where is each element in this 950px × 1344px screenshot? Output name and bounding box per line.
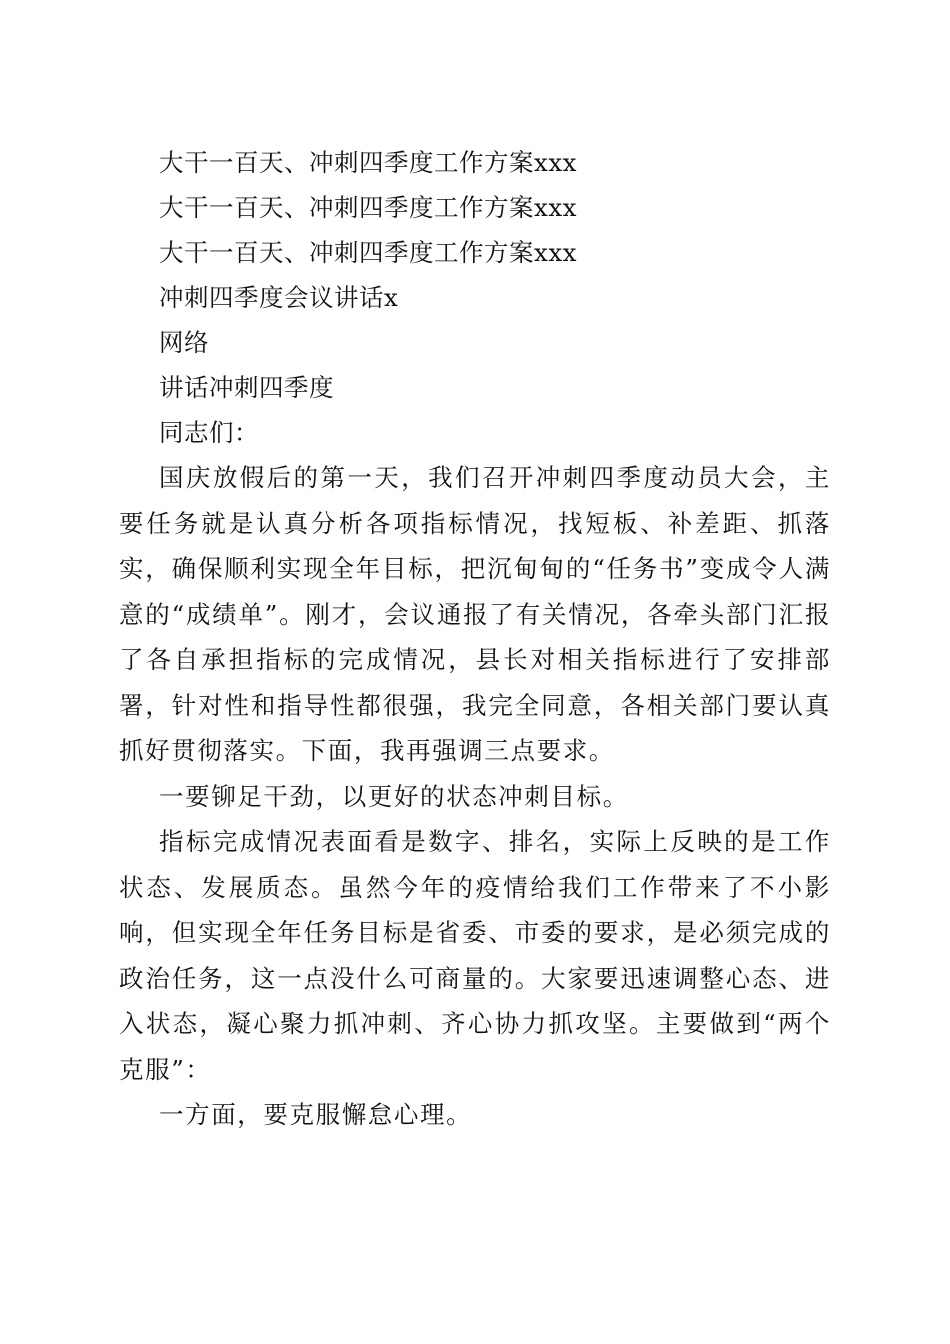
title-line-2: 大干一百天、冲刺四季度工作方案xxx	[159, 193, 577, 222]
paragraph-heading-1: 一要铆足干劲，以更好的状态冲刺目标。	[159, 781, 629, 811]
paragraph-body-1: 指标完成情况表面看是数字、排名，实际上反映的是工作状态、发展质态。虽然今年的疫情给我们工作带来了不小影响，但实现全年任务目标是省委、市委的要求，是必须完成的政治任务，这一点没什么可商量的。大家要迅速调整心态、进入状态，凝心聚力抓冲刺、齐心协力抓攻坚。主要做到“两个克服”：	[119, 827, 831, 1084]
title-line-1: 大干一百天、冲刺四季度工作方案xxx	[159, 148, 577, 177]
paragraph-intro: 国庆放假后的第一天，我们召开冲刺四季度动员大会，主要任务就是认真分析各项指标情况，找短板、补差距、抓落实，确保顺利实现全年目标，把沉甸甸的“任务书”变成令人满意的“成绩单”。刚才，会议通报了有关情况，各牵头部门汇报了各自承担指标的完成情况，县长对相关指标进行了安排部署，针对性和指导性都很强，我完全同意，各相关部门要认真抓好贯彻落实。下面，我再强调三点要求。	[119, 463, 831, 765]
document-body	[119, 140, 831, 1138]
salutation: 同志们：	[159, 418, 259, 447]
title-line-3: 大干一百天、冲刺四季度工作方案xxx	[159, 238, 577, 267]
subtitle-line: 冲刺四季度会议讲话x	[159, 283, 399, 312]
source-line: 网络	[159, 328, 209, 357]
topic-line: 讲话冲刺四季度	[159, 373, 334, 402]
paragraph-subheading-1: 一方面，要克服懈怠心理。	[159, 1100, 473, 1129]
